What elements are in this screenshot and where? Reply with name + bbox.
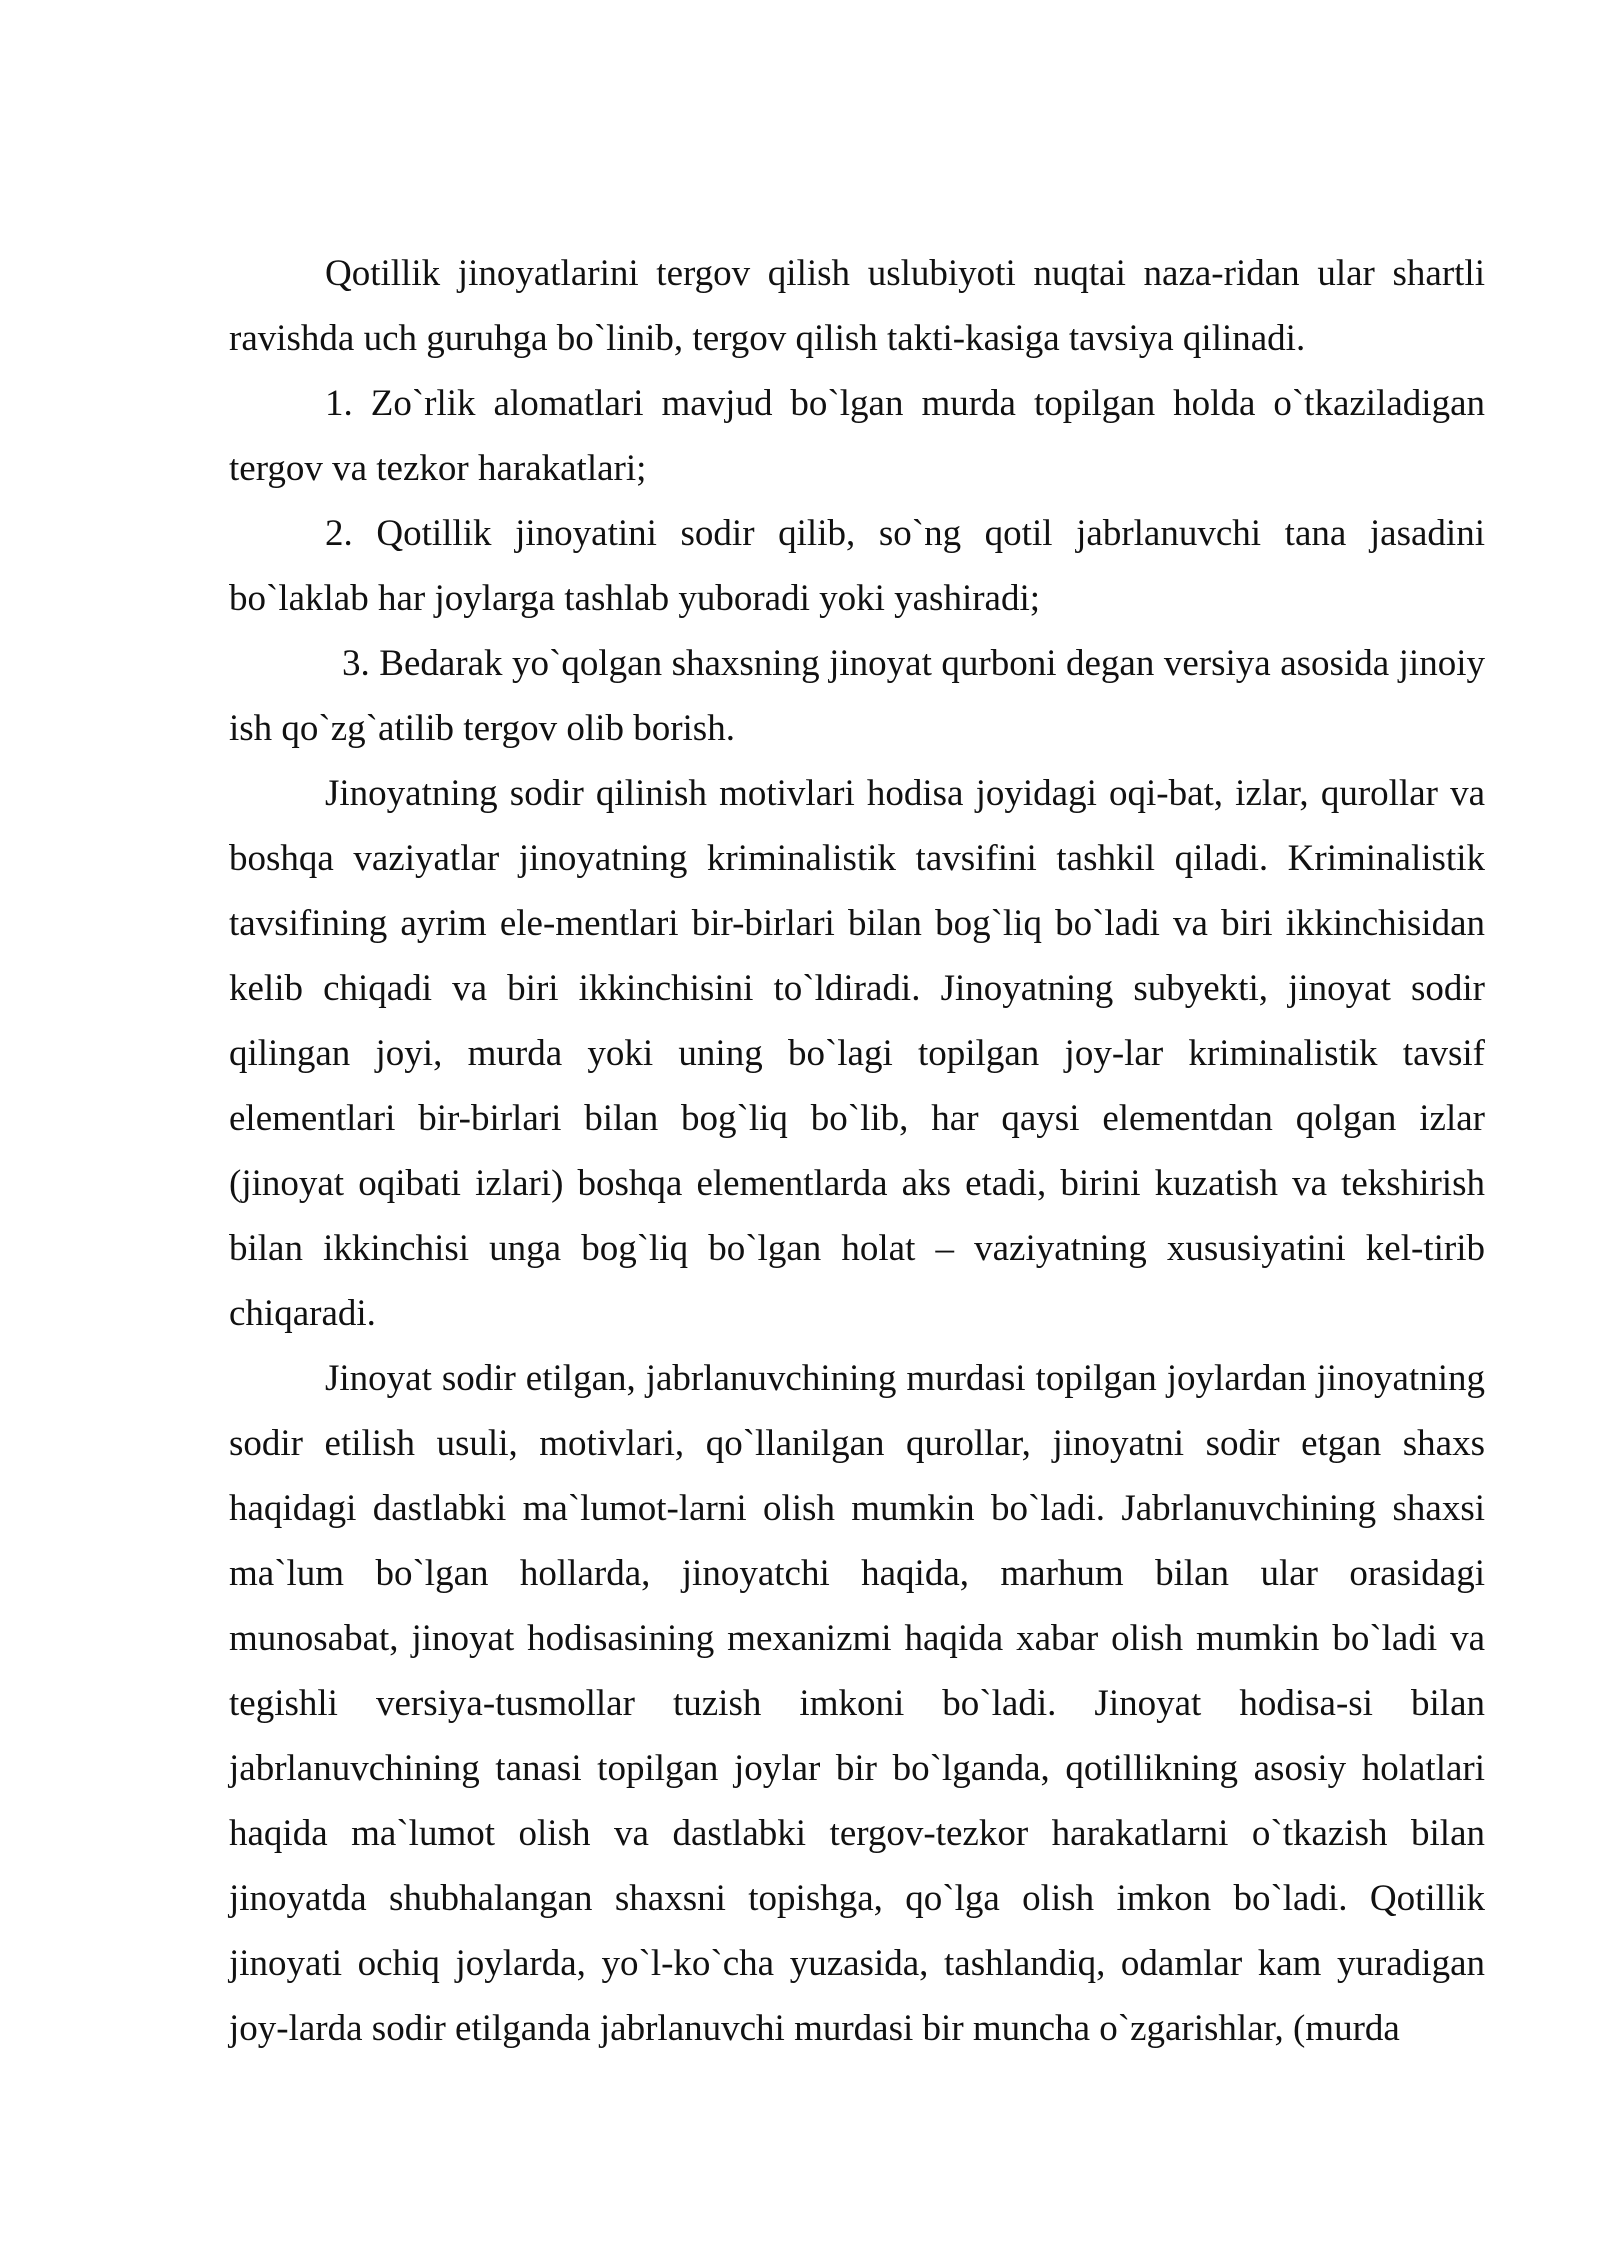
document-body: [229, 241, 1485, 2061]
paragraph-motives: Jinoyatning sodir qilinish motivlari hodisa joyidagi oqi-bat, izlar, qurollar va boshqa vaziyatlar jinoyatning kriminalistik tavsifini tashkil qiladi. Kriminalistik tavsifining ayrim ele-mentlari bir-birlari bilan bog`liq bo`ladi va biri ikkinchisidan kelib chiqadi va biri ikkinchisini to`ldiradi. Jinoyatning subyekti, jinoyat sodir qilingan joyi, murda yoki uning bo`lagi topilgan joy-lar kriminalistik tavsif elementlari bir-birlari bilan bog`liq bo`lib, har qaysi elementdan qolgan izlar (jinoyat oqibati izlari) boshqa elementlarda aks etadi, birini kuzatish va tekshirish bilan ikkinchisi unga bog`liq bo`lgan holat – vaziyatning xususiyatini kel-tirib chiqaradi.: [229, 773, 1485, 1334]
paragraph-intro: Qotillik jinoyatlarini tergov qilish uslubiyoti nuqtai naza-ridan ular shartli ravishda uch guruhga bo`linib, tergov qilish takti-kasiga tavsiya qilinadi.: [229, 253, 1485, 359]
list-item-3: 3. Bedarak yo`qolgan shaxsning jinoyat qurboni degan versiya asosida jinoiy ish qo`zg`atilib tergov olib borish.: [229, 643, 1485, 749]
list-item-1: 1. Zo`rlik alomatlari mavjud bo`lgan murda topilgan holda o`tkaziladigan tergov va tezkor harakatlari;: [229, 383, 1485, 489]
paragraph-crime-scene: Jinoyat sodir etilgan, jabrlanuvchining murdasi topilgan joylardan jinoyatning sodir etilish usuli, motivlari, qo`llanilgan qurollar, jinoyatni sodir etgan shaxs haqidagi dastlabki ma`lumot-larni olish mumkin bo`ladi. Jabrlanuvchining shaxsi ma`lum bo`lgan hollarda, jinoyatchi haqida, marhum bilan ular orasidagi munosabat, jinoyat hodisasining mexanizmi haqida xabar olish mumkin bo`ladi va tegishli versiya-tusmollar tuzish imkoni bo`ladi. Jinoyat hodisa-si bilan jabrlanuvchining tanasi topilgan joylar bir bo`lganda, qotillikning asosiy holatlari haqida ma`lumot olish va dastlabki tergov-tezkor harakatlarni o`tkazish bilan jinoyatda shubhalangan shaxsni topishga, qo`lga olish imkon bo`ladi. Qotillik jinoyati ochiq joylarda, yo`l-ko`cha yuzasida, tashlandiq, odamlar kam yuradigan joy-larda sodir etilganda jabrlanuvchi murdasi bir muncha o`zgarishlar, (murda: [229, 1358, 1485, 2049]
list-item-2: 2. Qotillik jinoyatini sodir qilib, so`ng qotil jabrlanuvchi tana jasadini bo`laklab har joylarga tashlab yuboradi yoki yashiradi;: [229, 513, 1485, 619]
